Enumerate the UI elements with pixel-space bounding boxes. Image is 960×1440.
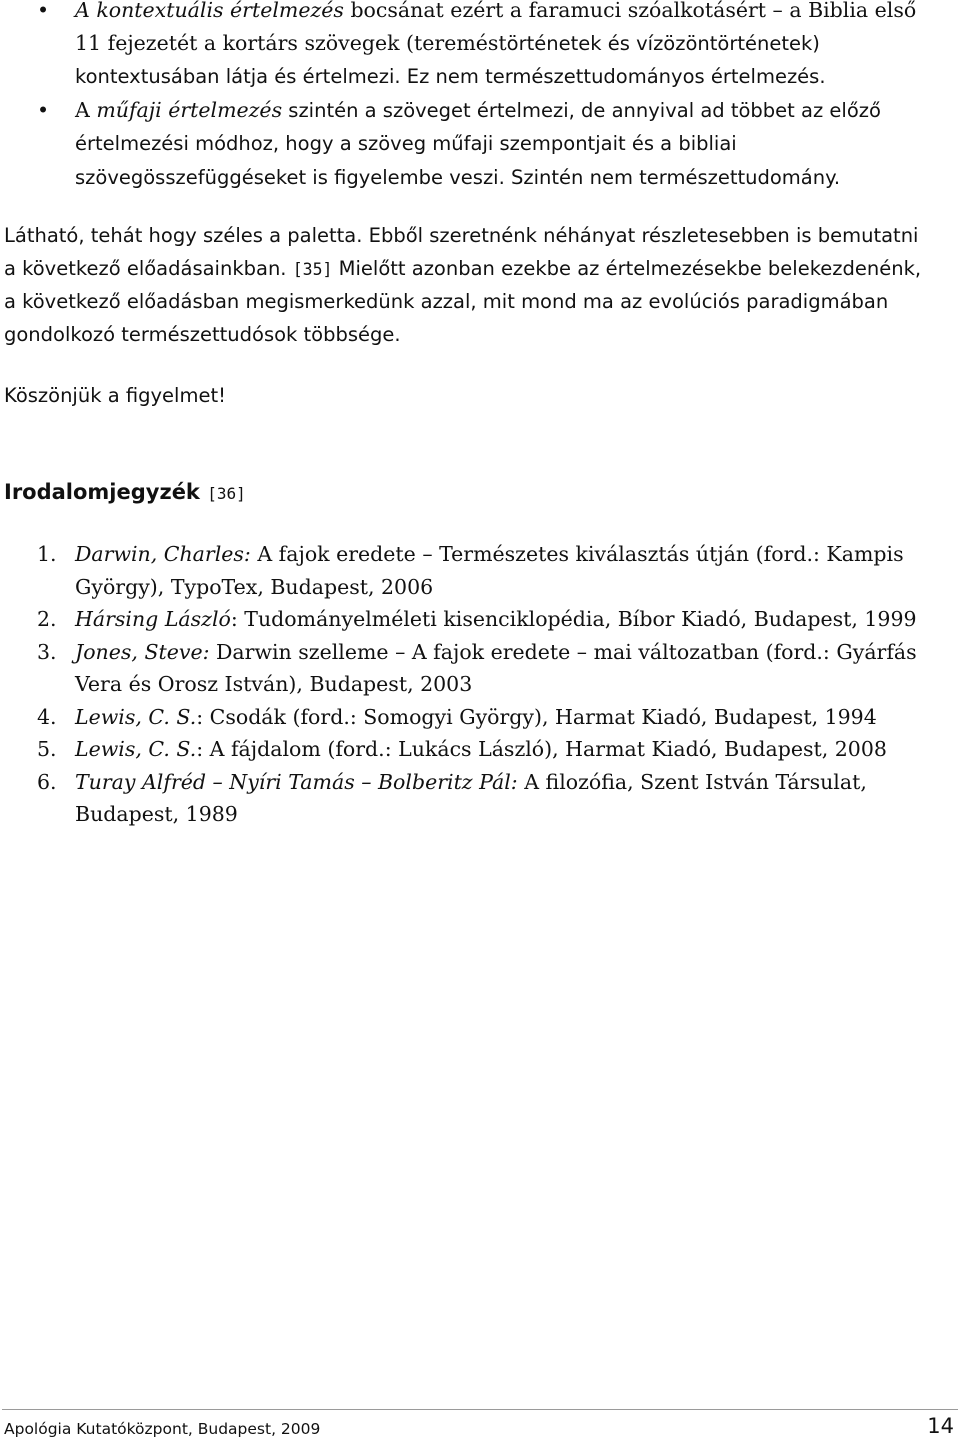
entry-text: : Csodák (ford.: Somogyi György), Harmat Kiadó, Budapest, 1994 — [196, 704, 877, 729]
entry-author: Turay Alfréd – Nyíri Tamás – Bolberitz Pál: — [75, 769, 518, 794]
entry-number: 1. — [37, 542, 57, 566]
entry-text: A filozófia, Szent István Társulat, Budapest, 1989 — [75, 769, 867, 826]
bibliography-entry — [4, 538, 934, 603]
paragraph-text-1: Látható, tehát hogy széles a paletta. Ebből szeretnénk néhányat részletesebben is bemutatni a következő előadásainkban. — [4, 224, 919, 280]
interpretation-bullet-list — [4, 0, 934, 194]
bibliography-entry — [4, 766, 934, 831]
bibliography-entry — [4, 733, 934, 766]
entry-author: Lewis, C. S. — [75, 737, 197, 761]
bibliography-title: Irodalomjegyzék — [4, 480, 200, 504]
bibliography-entry — [4, 636, 934, 701]
entry-text: A fajok eredete – Természetes kiválasztás útján (ford.: Kampis György), TypoTex, Budapest, 2006 — [75, 542, 904, 599]
bullet-lead: A — [75, 97, 97, 122]
entry-author: Darwin, Charles: — [75, 542, 251, 566]
page-number: 14 — [927, 1414, 954, 1438]
entry-number: 6. — [37, 769, 57, 794]
entry-author: Lewis, C. S. — [75, 704, 197, 729]
bullet-item-genre — [4, 94, 934, 195]
footer-divider — [2, 1409, 958, 1410]
entry-author: Jones, Steve: — [75, 639, 210, 664]
term-contextual: A kontextuális értelmezés — [75, 0, 344, 22]
entry-number: 4. — [37, 704, 57, 729]
reference-marker-36: [36] — [207, 484, 246, 503]
entry-number: 2. — [37, 607, 57, 631]
bibliography-heading — [4, 476, 246, 510]
paragraph-conclusion — [4, 220, 934, 351]
reference-marker-35: [35] — [292, 259, 333, 279]
bibliography-list — [4, 538, 934, 831]
bullet-item-contextual — [4, 0, 934, 94]
footer-publisher: Apológia Kutatóközpont, Budapest, 2009 — [4, 1420, 321, 1438]
bullet-text-part2: örténetek és vízözöntörténetek) kontextusában látja és értelmezi. Ez nem természettudományos értelmezés. — [75, 31, 826, 88]
entry-number: 3. — [37, 639, 57, 664]
entry-number: 5. — [37, 737, 57, 761]
bibliography-entry — [4, 603, 934, 636]
term-genre: műfaji értelmezés — [96, 97, 283, 122]
entry-text: Darwin szelleme – A fajok eredete – mai változatban (ford.: Gyárfás Vera és Orosz István), Budapest, 2003 — [75, 639, 917, 696]
bullet-text-part1: bocsánat ezért a faramuci szóalkotásért – a Biblia első 11 fejezetét a kortárs szövegek (teremést — [75, 0, 917, 55]
entry-author: Hársing László — [75, 607, 231, 631]
paragraph-text-2: Mielőtt azonban ezekbe az értelmezésekbe belekezdenénk, a következő előadásban megismerkedünk azzal, mit mond ma az evolúciós paradigmában gondolkozó természettudósok többsége. — [4, 256, 922, 346]
bibliography-entry — [4, 701, 934, 734]
entry-text: : Tudományelméleti kisenciklopédia, Bíbor Kiadó, Budapest, 1999 — [230, 607, 917, 631]
entry-text: : A fájdalom (ford.: Lukács László), Harmat Kiadó, Budapest, 2008 — [196, 737, 887, 761]
paragraph-thanks: Köszönjük a figyelmet! — [4, 384, 226, 407]
bullet-text-part1: szintén a szöveget értelmezi, de annyival ad többet az előző értelmezési módhoz, hogy a szöveg műfaji szempontjait és a bibliai — [75, 98, 881, 155]
bullet-text-part2: szövegösszefüggéseket is figyelembe veszi. Szintén nem természettudomány. — [75, 165, 841, 189]
